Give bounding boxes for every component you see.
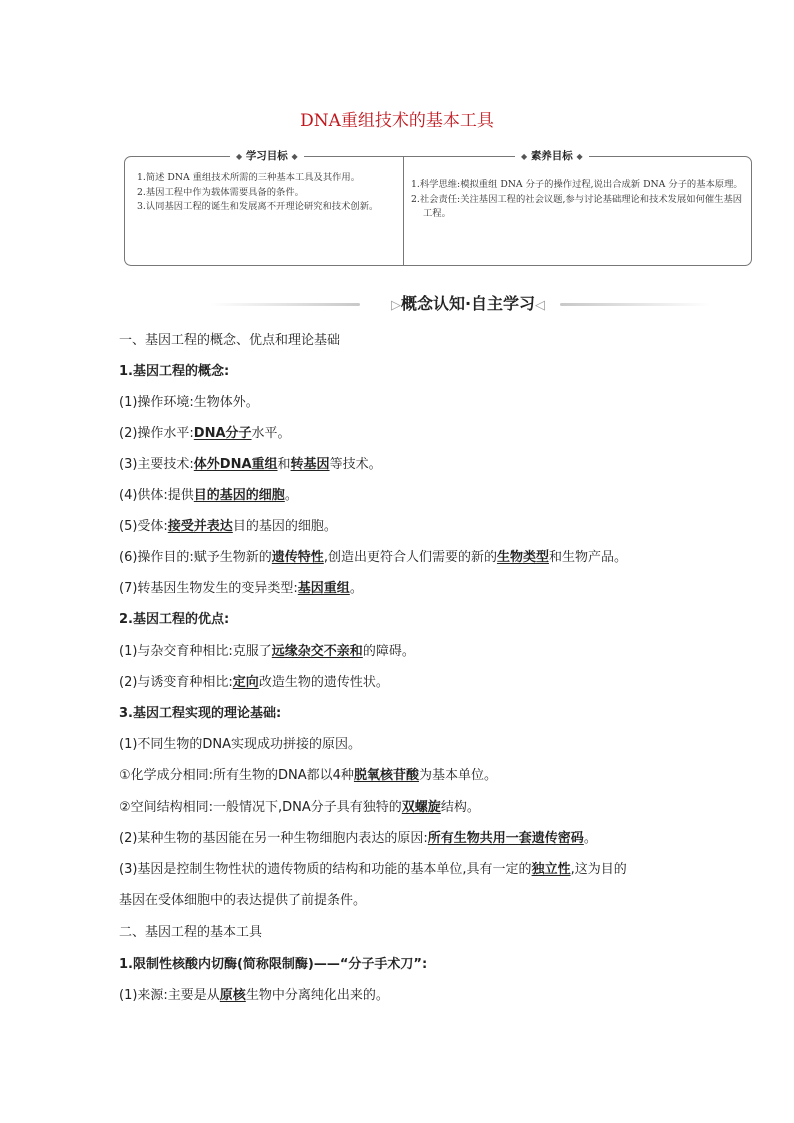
study-goal-item: 1.简述 DNA 重组技术所需的三种基本工具及其作用。 xyxy=(137,172,361,183)
literacy-goals-label: 素养目标 xyxy=(530,150,573,162)
goals-box xyxy=(124,150,752,266)
answer-term: 脱氧核苷酸 xyxy=(353,768,419,783)
study-goals-label: 学习目标 xyxy=(245,150,288,162)
text-span: (5)受体: xyxy=(119,519,168,534)
answer-term: 生物类型 xyxy=(496,550,549,565)
answer-term: 体外DNA重组 xyxy=(193,457,278,472)
text-span: 和生物产品。 xyxy=(548,550,627,565)
page-title: DNA重组技术的基本工具 xyxy=(300,111,494,131)
triangle-right-icon: ▷ xyxy=(390,298,401,313)
text-line xyxy=(119,455,719,475)
text-line xyxy=(119,829,719,849)
triangle-left-icon: ◁ xyxy=(535,298,546,313)
text-span: 二、基因工程的基本工具 xyxy=(119,925,263,940)
text-span: (1)来源:主要是从 xyxy=(119,988,220,1003)
text-span: (1)不同生物的DNA实现成功拼接的原因。 xyxy=(119,737,362,752)
study-goals-list xyxy=(137,171,395,215)
text-span: 。 xyxy=(284,488,298,503)
subsection-heading: 1.基因工程的概念: xyxy=(119,364,230,379)
text-line xyxy=(119,673,719,693)
text-span: 改造生物的遗传性状。 xyxy=(258,675,389,690)
literacy-goal-item: 2.社会责任:关注基因工程的社会议题,参与讨论基础理论和技术发展如何催生基因工程。 xyxy=(411,193,743,219)
section-heading xyxy=(119,923,719,943)
text-line xyxy=(119,548,719,568)
text-span: (1)操作环境:生物体外。 xyxy=(119,395,259,410)
text-span: 水平。 xyxy=(251,426,291,441)
text-span: (6)操作目的:赋予生物新的 xyxy=(119,550,272,565)
answer-term: 目的基因的细胞 xyxy=(193,488,285,503)
text-span: 目的基因的细胞。 xyxy=(232,519,337,534)
text-span: (4)供体:提供 xyxy=(119,488,194,503)
answer-term: 原核 xyxy=(219,988,246,1003)
text-span: 等技术。 xyxy=(329,457,382,472)
answer-term: 基因重组 xyxy=(297,581,350,596)
text-line xyxy=(119,579,719,599)
text-span: (2)操作水平: xyxy=(119,426,194,441)
section-banner xyxy=(210,292,710,316)
answer-term: 所有生物共用一套遗传密码 xyxy=(427,831,584,846)
banner-line-left xyxy=(210,303,360,306)
answer-term: DNA分子 xyxy=(193,426,252,441)
diamond-icon: ◆ xyxy=(576,152,583,161)
text-line xyxy=(119,424,719,444)
text-span: 。 xyxy=(349,581,363,596)
diamond-icon: ◆ xyxy=(291,152,298,161)
answer-term: 独立性 xyxy=(531,862,571,877)
text-span: 的障碍。 xyxy=(362,644,415,659)
answer-term: 转基因 xyxy=(290,457,330,472)
answer-term: 遗传特性 xyxy=(271,550,324,565)
text-line xyxy=(119,798,719,818)
text-line xyxy=(119,891,719,911)
study-goals-header xyxy=(230,149,304,163)
text-span: ,这为目的 xyxy=(570,862,627,877)
answer-term: 定向 xyxy=(232,675,259,690)
text-span: 为基本单位。 xyxy=(418,768,497,783)
study-goal-item: 2.基因工程中作为载体需要具备的条件。 xyxy=(137,186,304,198)
text-span: (3)基因是控制生物性状的遗传物质的结构和功能的基本单位,具有一定的 xyxy=(119,862,532,877)
text-span: 基因在受体细胞中的表达提供了前提条件。 xyxy=(119,893,367,908)
text-span: (2)与诱变育种相比: xyxy=(119,675,233,690)
text-line xyxy=(119,766,719,786)
text-span: (7)转基因生物发生的变异类型: xyxy=(119,581,298,596)
text-span: ②空间结构相同:一般情况下,DNA分子具有独特的 xyxy=(119,800,402,815)
banner-title xyxy=(358,292,578,318)
text-span: 结构。 xyxy=(440,800,480,815)
text-span: (2)某种生物的基因能在另一种生物细胞内表达的原因: xyxy=(119,831,428,846)
text-span: ①化学成分相同:所有生物的DNA都以4种 xyxy=(119,768,354,783)
banner-line-right xyxy=(560,303,710,306)
text-line xyxy=(119,986,719,1006)
subsection-heading: 2.基因工程的优点: xyxy=(119,612,230,627)
text-span: 。 xyxy=(583,831,597,846)
study-goal-item: 3.认同基因工程的诞生和发展离不开理论研究和技术创新。 xyxy=(137,201,379,212)
text-span: 生物中分离纯化出来的。 xyxy=(245,988,389,1003)
subsection-heading: 3.基因工程实现的理论基础: xyxy=(119,706,282,721)
text-line xyxy=(119,735,719,755)
text-line xyxy=(119,642,719,662)
text-line xyxy=(119,393,719,413)
text-span: (3)主要技术: xyxy=(119,457,194,472)
literacy-goals-header xyxy=(515,149,589,163)
section-heading: 一、基因工程的概念、优点和理论基础 xyxy=(119,333,341,348)
literacy-goal-item: 1.科学思维:模拟重组 DNA 分子的操作过程,说出合成新 DNA 分子的基本原理。 xyxy=(411,179,743,190)
answer-term: 接受并表达 xyxy=(167,519,233,534)
diamond-icon: ◆ xyxy=(521,152,528,161)
subsection-heading: 1.限制性核酸内切酶(简称限制酶)——“分子手术刀”: xyxy=(119,957,428,972)
banner-label: 概念认知·自主学习 xyxy=(400,294,536,313)
text-line xyxy=(119,860,719,880)
answer-term: 远缘杂交不亲和 xyxy=(271,644,363,659)
answer-term: 双螺旋 xyxy=(401,800,441,815)
text-span: 和 xyxy=(277,457,291,472)
text-span: ,创造出更符合人们需要的新的 xyxy=(323,550,497,565)
text-span: (1)与杂交育种相比:克服了 xyxy=(119,644,272,659)
text-line xyxy=(119,486,719,506)
diamond-icon: ◆ xyxy=(236,152,243,161)
text-line xyxy=(119,517,719,537)
goals-divider xyxy=(403,157,404,265)
literacy-goals-list xyxy=(411,178,745,222)
